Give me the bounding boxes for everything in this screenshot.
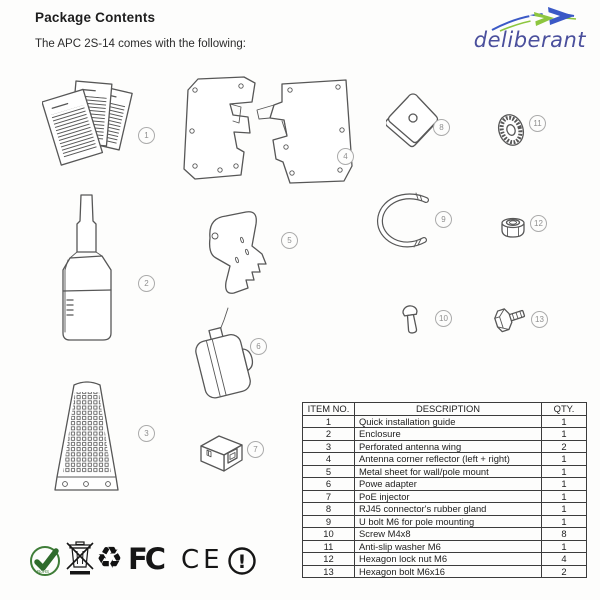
table-row — [303, 553, 587, 566]
quick-installation-guide-drawing — [42, 78, 142, 187]
cell-desc: Perforated antenna wing — [355, 440, 542, 453]
cell-qty: 2 — [542, 440, 587, 453]
cell-desc: Metal sheet for wall/pole mount — [355, 465, 542, 478]
callout-9: 9 — [435, 211, 452, 228]
cell-no: 2 — [303, 428, 355, 441]
anti-slip-washer-drawing — [494, 108, 528, 157]
callout-7: 7 — [247, 441, 264, 458]
enclosure-drawing — [56, 192, 118, 349]
callout-10: 10 — [435, 310, 452, 327]
table-row — [303, 540, 587, 553]
col-qty: QTY. — [542, 403, 587, 416]
callout-6: 6 — [250, 338, 267, 355]
svg-text:RoHS: RoHS — [36, 569, 50, 574]
cell-no: 10 — [303, 528, 355, 541]
cell-desc: U bolt M6 for pole mounting — [355, 515, 542, 528]
cell-qty: 1 — [542, 515, 587, 528]
cell-qty: 1 — [542, 453, 587, 466]
metal-sheet-drawing — [200, 205, 280, 304]
cell-qty: 1 — [542, 478, 587, 491]
logo-swoosh-icon — [488, 6, 584, 32]
cell-qty: 1 — [542, 428, 587, 441]
table-row — [303, 565, 587, 578]
cell-qty: 8 — [542, 528, 587, 541]
cell-no: 1 — [303, 415, 355, 428]
page-title: Package Contents — [35, 10, 156, 25]
hexagon-lock-nut-drawing — [500, 212, 526, 245]
cell-no: 9 — [303, 515, 355, 528]
cell-desc: Hexagon lock nut M6 — [355, 553, 542, 566]
power-adapter-drawing — [190, 306, 260, 407]
table-row — [303, 428, 587, 441]
callout-11: 11 — [529, 115, 546, 132]
table-header-row — [303, 403, 587, 416]
cell-desc: Screw M4x8 — [355, 528, 542, 541]
cell-no: 3 — [303, 440, 355, 453]
cell-desc: RJ45 connector's rubber gland — [355, 503, 542, 516]
table-row — [303, 465, 587, 478]
callout-12: 12 — [530, 215, 547, 232]
ce-mark: CE — [181, 545, 224, 575]
cell-no: 12 — [303, 553, 355, 566]
table-row — [303, 415, 587, 428]
callout-4: 4 — [337, 148, 354, 165]
cell-no: 8 — [303, 503, 355, 516]
cell-desc: Hexagon bolt M6x16 — [355, 565, 542, 578]
rohs-check-icon — [28, 543, 64, 584]
cell-qty: 1 — [542, 490, 587, 503]
cell-no: 7 — [303, 490, 355, 503]
deliberant-logo — [436, 6, 586, 58]
cell-no: 13 — [303, 565, 355, 578]
table-row — [303, 453, 587, 466]
table-row — [303, 503, 587, 516]
page-subtitle: The APC 2S-14 comes with the following: — [35, 38, 246, 50]
brand-name: deliberant — [473, 28, 586, 52]
cell-desc: Anti-slip washer M6 — [355, 540, 542, 553]
hexagon-bolt-drawing — [493, 305, 529, 340]
table-row — [303, 528, 587, 541]
cell-qty: 1 — [542, 415, 587, 428]
cell-desc: Quick installation guide — [355, 415, 542, 428]
cell-no: 6 — [303, 478, 355, 491]
table-row — [303, 515, 587, 528]
antenna-corner-reflector-drawing — [178, 74, 356, 195]
poe-injector-drawing — [195, 432, 247, 481]
table-row — [303, 490, 587, 503]
callout-2: 2 — [138, 275, 155, 292]
screw-drawing — [399, 303, 423, 342]
cell-qty: 1 — [542, 540, 587, 553]
cell-desc: Powe adapter — [355, 478, 542, 491]
cell-qty: 2 — [542, 565, 587, 578]
callout-1: 1 — [138, 127, 155, 144]
alert-mark-icon — [227, 546, 257, 583]
u-bolt-drawing — [374, 190, 438, 257]
recycle-icon: ♻ — [96, 541, 123, 576]
col-item-no: ITEM NO. — [303, 403, 355, 416]
table-row — [303, 440, 587, 453]
fcc-mark: FC — [128, 542, 164, 576]
cell-no: 5 — [303, 465, 355, 478]
rj45-rubber-gland-drawing — [386, 92, 440, 157]
col-description: DESCRIPTION — [355, 403, 542, 416]
cell-desc: Enclosure — [355, 428, 542, 441]
table-row — [303, 478, 587, 491]
callout-8: 8 — [433, 119, 450, 136]
callout-5: 5 — [281, 232, 298, 249]
weee-bin-icon — [66, 540, 94, 585]
cell-desc: Antenna corner reflector (left + right) — [355, 453, 542, 466]
cell-no: 4 — [303, 453, 355, 466]
cell-desc: PoE injector — [355, 490, 542, 503]
cell-qty: 1 — [542, 503, 587, 516]
perforated-antenna-wing-drawing — [48, 379, 126, 502]
callout-3: 3 — [138, 425, 155, 442]
cell-no: 11 — [303, 540, 355, 553]
package-contents-table — [302, 402, 587, 578]
callout-13: 13 — [531, 311, 548, 328]
cell-qty: 1 — [542, 465, 587, 478]
cell-qty: 4 — [542, 553, 587, 566]
svg-text:!: ! — [237, 551, 247, 573]
